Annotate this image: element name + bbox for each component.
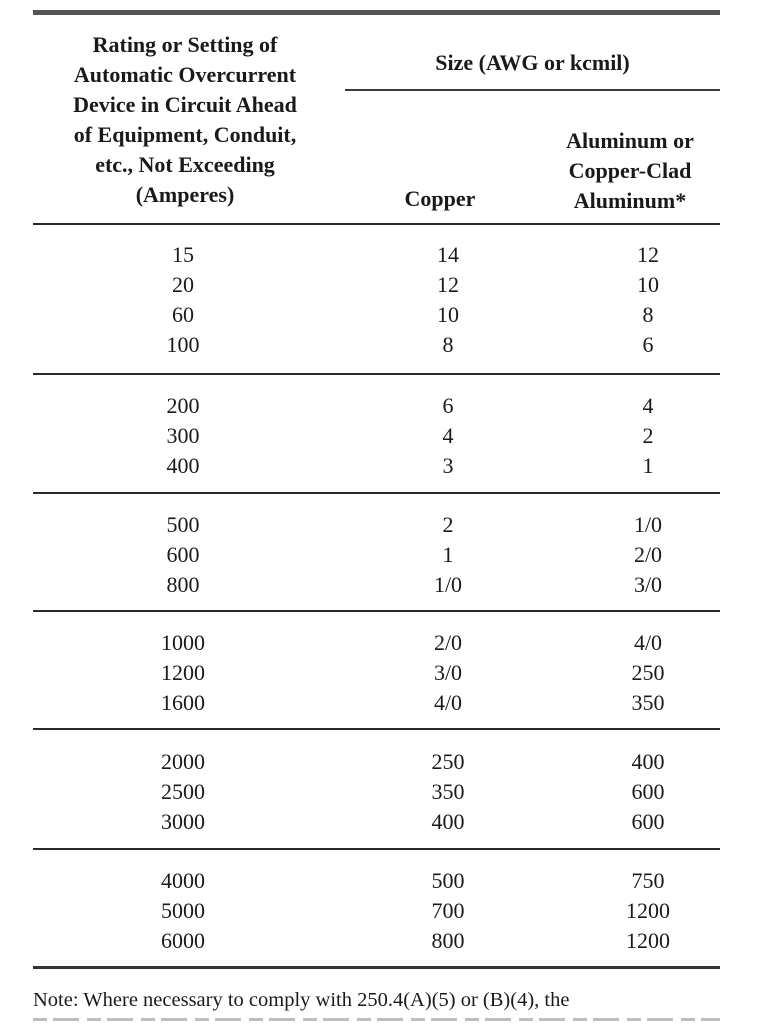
- table-row: [33, 777, 720, 807]
- copper-cell: 12: [437, 272, 459, 297]
- copper-cell: 8: [442, 332, 454, 357]
- copper-cell: 700: [431, 898, 465, 923]
- header-bottom-rule: [33, 223, 720, 225]
- amperes-cell: 300: [166, 423, 200, 448]
- table-row: [33, 688, 720, 718]
- aluminum-cell: 1/0: [633, 512, 663, 537]
- table-row: [33, 807, 720, 837]
- amperes-cell: 2500: [161, 779, 205, 804]
- amperes-cell: 1200: [161, 660, 205, 685]
- copper-cell: 1: [442, 542, 454, 567]
- table-row: [33, 896, 720, 926]
- copper-cell: 250: [431, 749, 465, 774]
- table-note: Note: Where necessary to comply with 250.4(A)(5) or (B)(4), the: [33, 989, 570, 1011]
- aluminum-cell: 2/0: [633, 542, 663, 567]
- copper-cell: 6: [442, 393, 454, 418]
- amperes-cell: 600: [166, 542, 200, 567]
- table-row: [33, 240, 720, 270]
- table-bottom-rule: [33, 966, 720, 969]
- copper-cell: 2: [442, 512, 454, 537]
- aluminum-cell: 4/0: [633, 630, 663, 655]
- table-row: [33, 926, 720, 956]
- copper-cell: 10: [437, 302, 459, 327]
- amperes-cell: 20: [172, 272, 194, 297]
- copper-cell: 3/0: [433, 660, 463, 685]
- aluminum-cell: 3/0: [633, 572, 663, 597]
- aluminum-cell: 12: [637, 242, 659, 267]
- table-row: [33, 330, 720, 360]
- amperes-cell: 3000: [161, 809, 205, 834]
- aluminum-cell: 1200: [626, 898, 670, 923]
- copper-cell: 3: [442, 453, 454, 478]
- table-row: [33, 510, 720, 540]
- table-row: [33, 540, 720, 570]
- amperes-cell: 1000: [161, 630, 205, 655]
- amperes-cell: 400: [166, 453, 200, 478]
- amperes-cell: 800: [166, 572, 200, 597]
- group-divider-rule: [33, 848, 720, 850]
- table-top-rule: [33, 10, 720, 15]
- amperes-cell: 500: [166, 512, 200, 537]
- copper-cell: 500: [431, 868, 465, 893]
- amperes-cell: 5000: [161, 898, 205, 923]
- table-row: [33, 300, 720, 330]
- amperes-cell: 1600: [161, 690, 205, 715]
- rating-column-header: Rating or Setting of Automatic Overcurrent Device in Circuit Ahead of Equipment, Conduit, etc., Not Exceeding (Amperes): [73, 32, 297, 207]
- group-divider-rule: [33, 728, 720, 730]
- copper-cell: 14: [437, 242, 459, 267]
- aluminum-cell: 6: [642, 332, 654, 357]
- table-row: [33, 421, 720, 451]
- table-row: [33, 747, 720, 777]
- amperes-cell: 200: [166, 393, 200, 418]
- copper-cell: 800: [431, 928, 465, 953]
- table-row: [33, 570, 720, 600]
- amperes-cell: 60: [172, 302, 194, 327]
- group-divider-rule: [33, 492, 720, 494]
- amperes-cell: 2000: [161, 749, 205, 774]
- copper-cell: 1/0: [433, 572, 463, 597]
- aluminum-cell: 600: [631, 809, 665, 834]
- aluminum-cell: 8: [642, 302, 654, 327]
- copper-cell: 4/0: [433, 690, 463, 715]
- aluminum-cell: 400: [631, 749, 665, 774]
- aluminum-cell: 1: [642, 453, 654, 478]
- aluminum-cell: 750: [631, 868, 665, 893]
- cut-off-note-line: [33, 1013, 720, 1024]
- table-row: [33, 391, 720, 421]
- size-group-header: Size (AWG or kcmil): [435, 50, 630, 75]
- aluminum-cell: 350: [631, 690, 665, 715]
- group-divider-rule: [33, 610, 720, 612]
- amperes-cell: 6000: [161, 928, 205, 953]
- aluminum-cell: 250: [631, 660, 665, 685]
- copper-cell: 400: [431, 809, 465, 834]
- table-row: [33, 270, 720, 300]
- copper-cell: 2/0: [433, 630, 463, 655]
- aluminum-cell: 2: [642, 423, 654, 448]
- aluminum-cell: 600: [631, 779, 665, 804]
- copper-cell: 4: [442, 423, 454, 448]
- aluminum-column-header: Aluminum or Copper-Clad Aluminum*: [566, 128, 694, 213]
- table-row: [33, 451, 720, 481]
- size-header-rule: [345, 89, 720, 91]
- table-row: [33, 658, 720, 688]
- table-row: [33, 866, 720, 896]
- aluminum-cell: 1200: [626, 928, 670, 953]
- aluminum-cell: 10: [637, 272, 659, 297]
- amperes-cell: 100: [166, 332, 200, 357]
- copper-column-header: Copper: [404, 186, 476, 211]
- table-row: [33, 628, 720, 658]
- amperes-cell: 4000: [161, 868, 205, 893]
- group-divider-rule: [33, 373, 720, 375]
- aluminum-cell: 4: [642, 393, 654, 418]
- amperes-cell: 15: [172, 242, 194, 267]
- copper-cell: 350: [431, 779, 465, 804]
